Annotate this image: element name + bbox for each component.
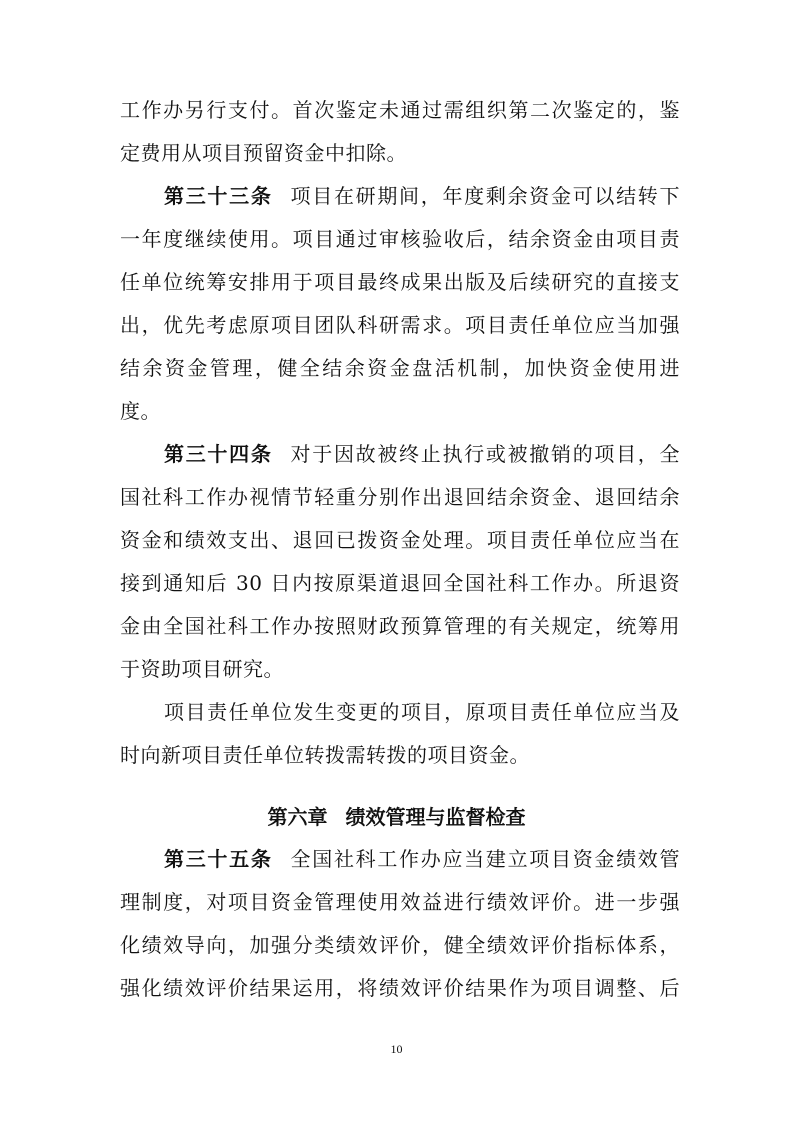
text-line: 项目责任单位发生变更的项目，原项目责任单位应当及 [164,700,680,724]
article-35-label: 第三十五条 [164,847,273,871]
text-line: 于资助项目研究。 [120,657,284,681]
article-34-label: 第三十四条 [164,442,273,466]
article-34-first-line [164,442,680,468]
text-line: 化绩效导向，加强分类绩效评价，健全绩效评价指标体系， [120,933,680,957]
text-line: 工作办另行支付。首次鉴定未通过需组织第二次鉴定的，鉴 [120,98,680,122]
text-line: 任单位统筹安排用于项目最终成果出版及后续研究的直接支 [120,270,680,294]
article-35-first-line [164,847,680,873]
text-line: 国社科工作办视情节轻重分别作出退回结余资金、退回结余 [120,485,680,509]
text-line: 一年度继续使用。项目通过审核验收后，结余资金由项目责 [120,227,680,251]
text-line: 资金和绩效支出、退回已拨资金处理。项目责任单位应当在 [120,528,680,552]
text-line: 强化绩效评价结果运用，将绩效评价结果作为项目调整、后 [120,976,680,1000]
text-line: 时向新项目责任单位转拨需转拨的项目资金。 [120,743,530,767]
text-line: 理制度，对项目资金管理使用效益进行绩效评价。进一步强 [120,890,680,914]
text-span: 对于因故被终止执行或被撤销的项目，全 [290,442,681,466]
text-line: 定费用从项目预留资金中扣除。 [120,141,407,165]
chapter-heading [0,804,793,830]
page-number: 10 [390,1042,403,1056]
chapter-title: 绩效管理与监督检查 [345,805,526,829]
article-33-first-line [164,184,680,210]
chapter-number: 第六章 [267,805,328,829]
text-line: 度。 [120,399,161,423]
text-line: 金由全国社科工作办按照财政预算管理的有关规定，统筹用 [120,614,680,638]
article-33-label: 第三十三条 [164,184,273,208]
text-line: 接到通知后 30 日内按原渠道退回全国社科工作办。所退资 [120,571,680,595]
text-line: 出，优先考虑原项目团队科研需求。项目责任单位应当加强 [120,313,680,337]
text-span: 全国社科工作办应当建立项目资金绩效管 [290,847,681,871]
text-span: 项目在研期间，年度剩余资金可以结转下 [290,184,681,208]
text-line: 结余资金管理，健全结余资金盘活机制，加快资金使用进 [120,356,680,380]
